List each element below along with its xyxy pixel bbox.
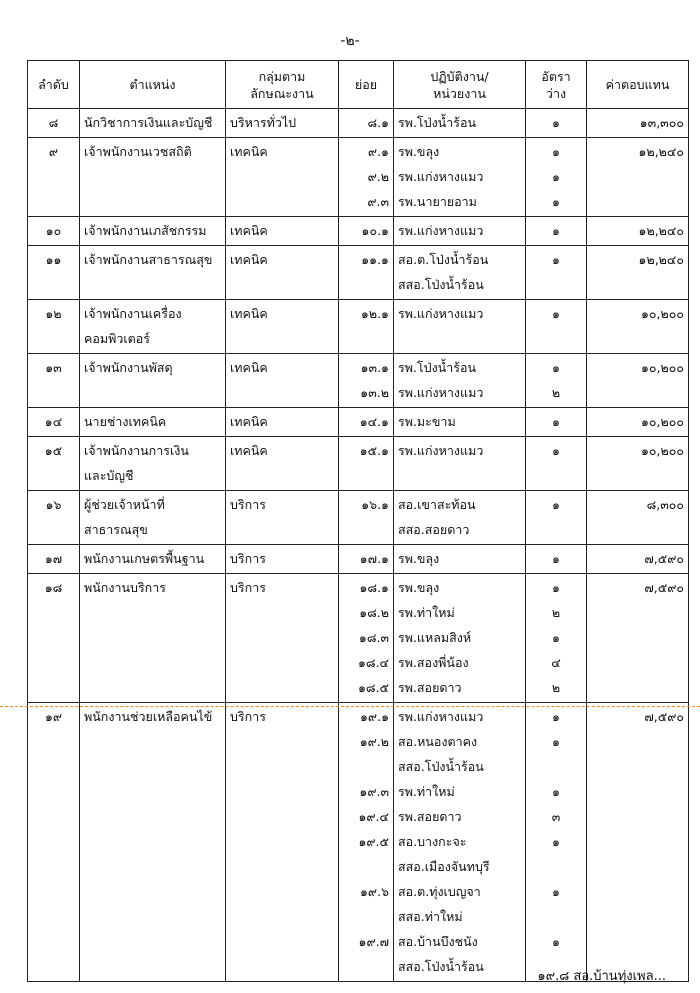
rate-value: ๑ — [552, 934, 560, 949]
header-pay: ค่าตอบแทน — [587, 61, 689, 109]
cell-position — [80, 491, 226, 545]
position-line — [84, 189, 221, 214]
cell-rate — [526, 437, 587, 491]
cell-sub — [339, 408, 394, 437]
position-line: เจ้าพนักงานพัสดุ — [84, 360, 173, 375]
group-label: เทคนิค — [230, 360, 268, 375]
rate-value: ๑ — [552, 784, 560, 799]
rate-value: ๑ — [552, 223, 560, 238]
cell-sub — [339, 109, 394, 138]
page-number: -๒- — [340, 33, 360, 49]
position-line — [84, 754, 221, 779]
position-line — [84, 779, 221, 804]
cell-pay — [587, 217, 689, 246]
position-line — [84, 729, 221, 754]
header-rate-line2: ว่าง — [545, 85, 567, 101]
unit-name — [398, 463, 521, 488]
cell-sub — [339, 138, 394, 217]
rate-value — [530, 854, 582, 879]
order-number: ๑๙ — [44, 709, 63, 724]
header-position: ตำแหน่ง — [80, 61, 226, 109]
rate-value: ๑ — [552, 144, 560, 159]
unit-name: รพ.แหลมสิงห์ — [398, 630, 472, 645]
group-label: เทคนิค — [230, 223, 268, 238]
rate-value: ๑ — [552, 630, 560, 645]
sub-code — [343, 754, 389, 779]
cell-order — [28, 354, 80, 408]
unit-name: รพ.โป่งน้ำร้อน — [398, 360, 477, 375]
position-line — [84, 675, 221, 700]
unit-name: สสอ.ท่าใหม่ — [398, 909, 463, 924]
group-label: เทคนิค — [230, 252, 268, 267]
cell-unit — [394, 437, 526, 491]
cell-unit — [394, 354, 526, 408]
header-group — [226, 61, 339, 109]
header-sub: ย่อย — [339, 61, 394, 109]
cell-group — [226, 109, 339, 138]
cell-group — [226, 491, 339, 545]
cell-group — [226, 703, 339, 982]
unit-name: รพ.ขลุง — [398, 144, 440, 159]
cell-order — [28, 246, 80, 300]
cell-pay — [587, 408, 689, 437]
cell-unit — [394, 574, 526, 703]
sub-code: ๑๐.๑ — [361, 223, 389, 238]
cell-rate — [526, 574, 587, 703]
cell-sub — [339, 300, 394, 354]
cell-sub — [339, 354, 394, 408]
position-line: เจ้าพนักงานสาธารณสุข — [84, 252, 213, 267]
position-line: เจ้าพนักงานเวชสถิติ — [84, 144, 192, 159]
cell-group — [226, 437, 339, 491]
cell-group — [226, 408, 339, 437]
cell-group — [226, 138, 339, 217]
cell-unit — [394, 703, 526, 982]
rate-value: ๑ — [552, 115, 560, 130]
cell-order — [28, 703, 80, 982]
sub-code — [343, 904, 389, 929]
cell-order — [28, 491, 80, 545]
table-row — [28, 354, 689, 408]
unit-name: รพ.สองพี่น้อง — [398, 655, 469, 670]
position-line: นายช่างเทคนิค — [84, 414, 167, 429]
table-row — [28, 246, 689, 300]
position-line: ผู้ช่วยเจ้าหน้าที่ — [84, 497, 165, 512]
sub-code: ๑๔.๑ — [359, 414, 389, 429]
unit-name: รพ.โป่งน้ำร้อน — [398, 115, 477, 130]
cell-sub — [339, 246, 394, 300]
cell-group — [226, 300, 339, 354]
order-number: ๑๗ — [44, 551, 63, 566]
rate-value: ๒ — [551, 680, 561, 695]
cell-rate — [526, 703, 587, 982]
sub-code: ๑๒.๑ — [360, 306, 389, 321]
vacancy-table — [27, 60, 689, 982]
order-number: ๑๖ — [45, 497, 62, 512]
table-row — [28, 109, 689, 138]
table-row — [28, 138, 689, 217]
order-number: ๑๒ — [45, 306, 62, 321]
unit-name: รพ.ท่าใหม่ — [398, 784, 455, 799]
rate-value: ๑ — [552, 734, 560, 749]
unit-name: รพ.แก่งหางแมว — [398, 169, 484, 184]
rate-value: ๑ — [552, 360, 560, 375]
pay-value: ๘,๓๐๐ — [646, 497, 684, 512]
sub-code: ๙.๓ — [367, 194, 389, 209]
rate-value: ๑ — [552, 169, 560, 184]
position-line — [84, 829, 221, 854]
rate-value: ๑ — [552, 194, 560, 209]
rate-value: ๑ — [552, 551, 560, 566]
cell-pay — [587, 574, 689, 703]
rate-value: ๑ — [552, 443, 560, 458]
sub-code: ๑๘.๑ — [359, 580, 389, 595]
sub-code: ๑๓.๒ — [360, 385, 389, 400]
table-row — [28, 437, 689, 491]
cell-position — [80, 408, 226, 437]
cell-group — [226, 217, 339, 246]
cell-order — [28, 109, 80, 138]
sub-code: ๑๙.๓ — [359, 784, 389, 799]
pay-value: ๑๒,๒๔๐ — [638, 252, 684, 267]
rate-value: ๒ — [551, 385, 561, 400]
cell-position — [80, 545, 226, 574]
sub-code — [343, 272, 389, 297]
position-line — [84, 904, 221, 929]
cell-pay — [587, 246, 689, 300]
rate-value: ๒ — [551, 605, 561, 620]
unit-name: รพ.สอยดาว — [398, 680, 462, 695]
rate-value: ๑ — [552, 834, 560, 849]
cell-position — [80, 437, 226, 491]
cell-position — [80, 109, 226, 138]
sub-code: ๘.๑ — [367, 115, 389, 130]
position-line: และบัญชี — [84, 468, 134, 483]
cell-pay — [587, 437, 689, 491]
cell-position — [80, 574, 226, 703]
position-line — [84, 600, 221, 625]
table-row — [28, 574, 689, 703]
cell-unit — [394, 408, 526, 437]
rate-value — [530, 326, 582, 351]
order-number: ๑๔ — [44, 414, 63, 429]
table-row — [28, 408, 689, 437]
group-label: บริการ — [230, 497, 266, 512]
sub-code: ๑๘.๕ — [357, 680, 389, 695]
cell-sub — [339, 491, 394, 545]
header-unit-line2: หน่วยงาน — [433, 85, 486, 101]
position-line: เจ้าพนักงานเครื่อง — [84, 306, 182, 321]
order-number: ๑๑ — [45, 252, 62, 267]
sub-code — [343, 517, 389, 542]
cell-pay — [587, 109, 689, 138]
rate-value: ๑ — [552, 580, 560, 595]
pay-value: ๑๐,๒๐๐ — [640, 414, 684, 429]
order-number: ๑๘ — [44, 580, 63, 595]
unit-name: รพ.มะขาม — [398, 414, 456, 429]
sub-code: ๑๙.๒ — [359, 734, 389, 749]
position-line — [84, 879, 221, 904]
sub-code: ๑๘.๒ — [359, 605, 389, 620]
rate-value: ๑ — [552, 414, 560, 429]
cell-unit — [394, 491, 526, 545]
cell-sub — [339, 545, 394, 574]
rate-value — [530, 463, 582, 488]
position-line: สาธารณสุข — [84, 522, 148, 537]
group-label: เทคนิค — [230, 306, 268, 321]
header-group-line2: ลักษณะงาน — [250, 85, 314, 101]
position-line — [84, 625, 221, 650]
cell-rate — [526, 545, 587, 574]
pay-value: ๑๓,๓๐๐ — [639, 115, 684, 130]
cell-pay — [587, 703, 689, 982]
position-line — [84, 164, 221, 189]
cell-unit — [394, 138, 526, 217]
orange-guide-line — [0, 706, 700, 707]
cell-order — [28, 138, 80, 217]
header-rate-line1: อัตรา — [541, 68, 571, 84]
unit-name: รพ.แก่งหางแมว — [398, 223, 484, 238]
rate-value: ๓ — [551, 809, 561, 824]
unit-name: รพ.แก่งหางแมว — [398, 443, 484, 458]
position-line: พนักงานเกษตรพื้นฐาน — [84, 551, 205, 566]
cell-order — [28, 300, 80, 354]
header-group-line1: กลุ่มตาม — [258, 68, 306, 84]
cell-rate — [526, 408, 587, 437]
cell-pay — [587, 300, 689, 354]
cell-order — [28, 217, 80, 246]
cell-unit — [394, 300, 526, 354]
sub-code: ๙.๑ — [367, 144, 389, 159]
rate-value — [530, 904, 582, 929]
cell-pay — [587, 545, 689, 574]
unit-name: รพ.ท่าใหม่ — [398, 605, 455, 620]
rate-value: ๑ — [552, 709, 560, 724]
position-line — [84, 380, 221, 405]
group-label: เทคนิค — [230, 443, 268, 458]
unit-name — [398, 326, 521, 351]
header-rate — [526, 61, 587, 109]
position-line — [84, 854, 221, 879]
pay-value: ๗,๕๙๐ — [644, 551, 684, 566]
table-row — [28, 300, 689, 354]
sub-code: ๑๘.๓ — [358, 630, 389, 645]
cell-rate — [526, 246, 587, 300]
sub-code — [343, 326, 389, 351]
rate-value: ๔ — [551, 655, 561, 670]
cell-position — [80, 703, 226, 982]
group-label: บริการ — [230, 580, 266, 595]
unit-name: สสอ.โป่งน้ำร้อน — [398, 277, 484, 292]
unit-name: รพ.แก่งหางแมว — [398, 306, 484, 321]
cell-rate — [526, 138, 587, 217]
cell-pay — [587, 354, 689, 408]
position-line: เจ้าพนักงานเภสัชกรรม — [84, 223, 207, 238]
cell-sub — [339, 574, 394, 703]
sub-code: ๑๙.๗ — [358, 934, 389, 949]
group-label: บริการ — [230, 709, 266, 724]
position-line: พนักงานช่วยเหลือคนไข้ — [84, 709, 213, 724]
rate-value: ๑ — [552, 306, 560, 321]
unit-name: สสอ.โป่งน้ำร้อน — [398, 759, 484, 774]
cell-group — [226, 545, 339, 574]
cell-position — [80, 300, 226, 354]
unit-name: สอ.บางกะจะ — [398, 834, 467, 849]
rate-value — [530, 754, 582, 779]
order-number: ๑๓ — [45, 360, 62, 375]
cell-group — [226, 574, 339, 703]
position-line: พนักงานบริการ — [84, 580, 166, 595]
position-line: นักวิชาการเงินและบัญชี — [84, 115, 213, 130]
header-unit-line1: ปฏิบัติงาน/ — [430, 68, 489, 84]
cell-order — [28, 437, 80, 491]
rate-value — [530, 517, 582, 542]
table-row — [28, 703, 689, 982]
unit-name: สอ.หนองตาคง — [398, 734, 478, 749]
group-label: บริการ — [230, 551, 266, 566]
position-line — [84, 929, 221, 954]
sub-code: ๑๙.๖ — [360, 884, 389, 899]
rate-value: ๑ — [552, 252, 560, 267]
pay-value: ๗,๕๙๐ — [644, 580, 684, 595]
unit-name: รพ.แก่งหางแมว — [398, 385, 484, 400]
cell-order — [28, 574, 80, 703]
rate-value: ๑ — [552, 884, 560, 899]
order-number: ๑๐ — [45, 223, 62, 238]
pay-value: ๑๐,๒๐๐ — [640, 306, 684, 321]
position-line — [84, 954, 221, 979]
pay-value: ๑๒,๒๔๐ — [638, 223, 684, 238]
pay-value: ๑๒,๒๔๐ — [638, 144, 684, 159]
cell-position — [80, 354, 226, 408]
order-number: ๘ — [48, 115, 59, 130]
unit-name: สอ.บ้านบึงชนัง — [398, 934, 478, 949]
sub-code: ๑๗.๑ — [359, 551, 389, 566]
cell-position — [80, 138, 226, 217]
unit-name: สสอ.สอยดาว — [398, 522, 470, 537]
unit-name: สสอ.โป่งน้ำร้อน — [398, 959, 484, 974]
header-order: ลำดับ — [28, 61, 80, 109]
unit-name: รพ.สอยดาว — [398, 809, 462, 824]
cell-unit — [394, 246, 526, 300]
cell-pay — [587, 138, 689, 217]
unit-name: รพ.ขลุง — [398, 580, 440, 595]
cell-rate — [526, 300, 587, 354]
pay-value: ๑๐,๒๐๐ — [640, 443, 684, 458]
cell-unit — [394, 217, 526, 246]
cell-sub — [339, 703, 394, 982]
table-header-row — [28, 61, 689, 109]
sub-code: ๑๘.๔ — [357, 655, 389, 670]
cell-unit — [394, 109, 526, 138]
cell-group — [226, 354, 339, 408]
unit-name: รพ.นายายอาม — [398, 194, 477, 209]
cell-sub — [339, 217, 394, 246]
cell-rate — [526, 217, 587, 246]
header-unit — [394, 61, 526, 109]
cell-rate — [526, 491, 587, 545]
cell-position — [80, 217, 226, 246]
cell-order — [28, 408, 80, 437]
table-row — [28, 491, 689, 545]
unit-name: รพ.ขลุง — [398, 551, 440, 566]
sub-code: ๑๕.๑ — [359, 443, 389, 458]
cell-position — [80, 246, 226, 300]
group-label: เทคนิค — [230, 414, 268, 429]
cell-order — [28, 545, 80, 574]
sub-code: ๑๑.๑ — [361, 252, 389, 267]
unit-name: สอ.ต.ทุ่งเบญจา — [398, 884, 481, 899]
group-label: บริหารทั่วไป — [230, 115, 297, 130]
position-line — [84, 272, 221, 297]
sub-code — [343, 954, 389, 979]
cell-group — [226, 246, 339, 300]
cell-unit — [394, 545, 526, 574]
table-row — [28, 217, 689, 246]
position-line — [84, 804, 221, 829]
pay-value: ๑๐,๒๐๐ — [640, 360, 684, 375]
continuation-note: ๑๙.๘ สอ.บ้านทุ่งเพล... — [537, 969, 666, 984]
sub-code: ๑๓.๑ — [360, 360, 389, 375]
sub-code: ๑๙.๕ — [358, 834, 389, 849]
sub-code — [343, 854, 389, 879]
position-line — [84, 650, 221, 675]
order-number: ๙ — [48, 144, 59, 159]
pay-value: ๗,๕๙๐ — [644, 709, 684, 724]
rate-value — [530, 272, 582, 297]
sub-code: ๑๙.๔ — [358, 809, 389, 824]
cell-pay — [587, 491, 689, 545]
cell-rate — [526, 109, 587, 138]
position-line: เจ้าพนักงานการเงิน — [84, 443, 189, 458]
unit-name: สอ.ต.โป่งน้ำร้อน — [398, 252, 489, 267]
table-row — [28, 545, 689, 574]
position-line: คอมพิวเตอร์ — [84, 331, 150, 346]
unit-name: รพ.แก่งหางแมว — [398, 709, 484, 724]
cell-rate — [526, 354, 587, 408]
rate-value: ๑ — [552, 497, 560, 512]
sub-code: ๑๙.๑ — [360, 709, 389, 724]
sub-code: ๑๖.๑ — [361, 497, 389, 512]
unit-name: สสอ.เมืองจันทบุรี — [398, 859, 490, 874]
order-number: ๑๕ — [44, 443, 63, 458]
cell-sub — [339, 437, 394, 491]
sub-code: ๙.๒ — [367, 169, 389, 184]
group-label: เทคนิค — [230, 144, 268, 159]
sub-code — [343, 463, 389, 488]
unit-name: สอ.เขาสะท้อน — [398, 497, 476, 512]
